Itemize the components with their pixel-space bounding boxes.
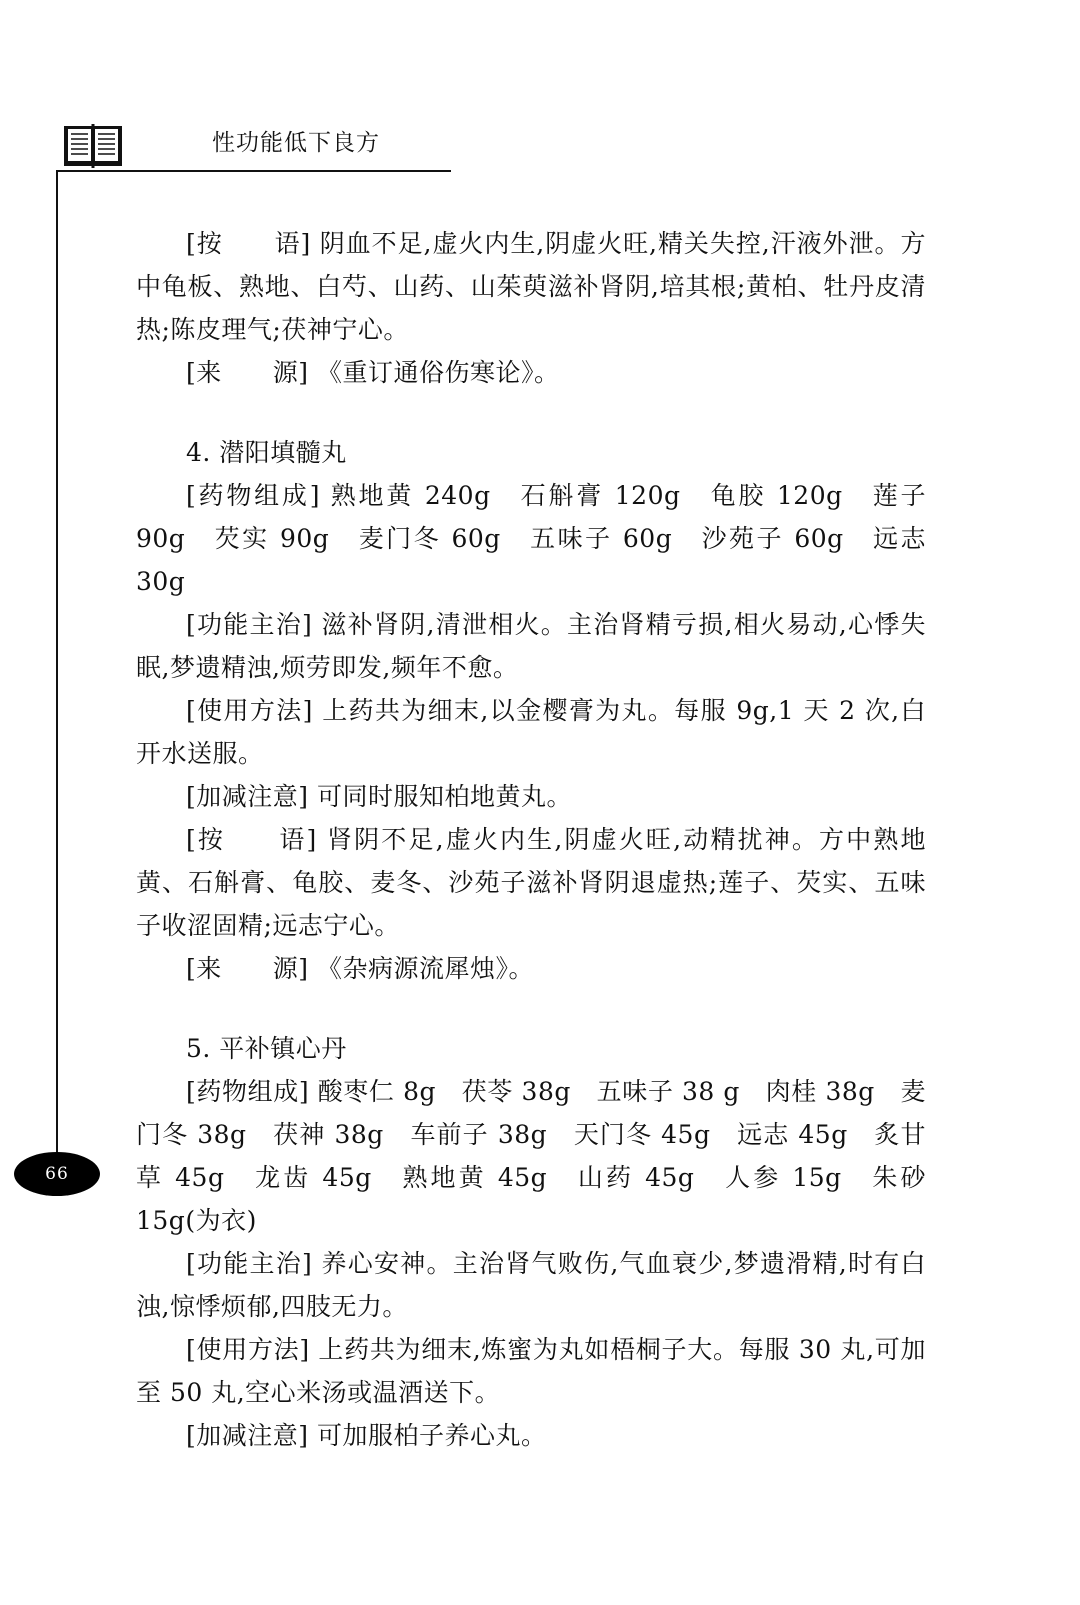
- field-text: 上药共为细末,炼蜜为丸如梧桐子大。每服 30 丸,可加至 50 丸,空心米汤或温酒送下。: [136, 1335, 926, 1407]
- body-paragraph: [136, 1070, 935, 1242]
- open-book-icon: [62, 122, 124, 170]
- section-heading: 4. 潜阳填髓丸: [186, 438, 347, 467]
- running-head-title: 性功能低下良方: [212, 130, 380, 156]
- body-paragraph: [136, 1414, 926, 1457]
- body-paragraph: [136, 1242, 926, 1328]
- field-text: 养心安神。主治肾气败伤,气血衰少,梦遗滑精,时有白浊,惊悸烦郁,四肢无力。: [136, 1249, 926, 1321]
- field-text: 《重订通俗伤寒论》。: [316, 358, 560, 387]
- field-label: [功能主治]: [186, 610, 313, 639]
- field-label: [使用方法]: [186, 1335, 310, 1364]
- field-text: 滋补肾阴,清泄相火。主治肾精亏损,相火易动,心悸失眠,梦遗精浊,烦劳即发,频年不愈。: [136, 610, 926, 682]
- field-text: 熟地黄 240g 石斛膏 120g 龟胶 120g 莲子 90g 芡实 90g 麦门冬 60g 五味子 60g 沙苑子 60g 远志 30g: [136, 481, 935, 596]
- body-paragraph: [136, 351, 926, 394]
- field-label: [药物组成]: [186, 481, 320, 510]
- body-paragraph: [136, 818, 926, 947]
- body-paragraph: [136, 603, 926, 689]
- field-label: [来 源]: [186, 358, 309, 387]
- body-paragraph: [136, 947, 926, 990]
- body-paragraph: [136, 775, 926, 818]
- field-label: [加减注意]: [186, 782, 309, 811]
- field-label: [功能主治]: [186, 1249, 313, 1278]
- field-label: [按 语]: [186, 825, 317, 854]
- field-text: 肾阴不足,虚火内生,阴虚火旺,动精扰神。方中熟地黄、石斛膏、龟胶、麦冬、沙苑子滋补肾阴退虚热;莲子、芡实、五味子收涩固精;远志宁心。: [136, 825, 926, 940]
- field-text: 可同时服知柏地黄丸。: [316, 782, 572, 811]
- field-text: 酸枣仁 8g 茯苓 38g 五味子 38 g 肉桂 38g 麦门冬 38g 茯神 38g 车前子 38g 天门冬 45g 远志 45g 炙甘草 45g 龙齿 45g 熟地黄 45g 山药 45g 人参 15g 朱砂 15g(为衣): [136, 1077, 935, 1235]
- field-label: [来 源]: [186, 954, 309, 983]
- margin-rule: [56, 170, 58, 1160]
- header-rule: [56, 170, 451, 172]
- field-text: 上药共为细末,以金樱膏为丸。每服 9g,1 天 2 次,白开水送服。: [136, 696, 927, 768]
- page-body: [136, 222, 935, 1457]
- field-text: 阴血不足,虚火内生,阴虚火旺,精关失控,汗液外泄。方中龟板、熟地、白芍、山药、山茱萸滋补肾阴,培其根;黄柏、牡丹皮清热;陈皮理气;茯神宁心。: [136, 229, 926, 344]
- body-paragraph: [136, 474, 935, 603]
- field-text: 《杂病源流犀烛》。: [316, 954, 534, 983]
- body-paragraph: [136, 1328, 926, 1414]
- section-heading: 5. 平补镇心丹: [186, 1034, 347, 1063]
- field-label: [加减注意]: [186, 1421, 309, 1450]
- page-number-badge: 66: [14, 1152, 100, 1196]
- body-paragraph: [136, 222, 926, 351]
- field-label: [药物组成]: [186, 1077, 310, 1106]
- body-paragraph: [136, 689, 926, 775]
- field-text: 可加服柏子养心丸。: [316, 1421, 547, 1450]
- field-label: [使用方法]: [186, 696, 313, 725]
- field-label: [按 语]: [186, 229, 311, 258]
